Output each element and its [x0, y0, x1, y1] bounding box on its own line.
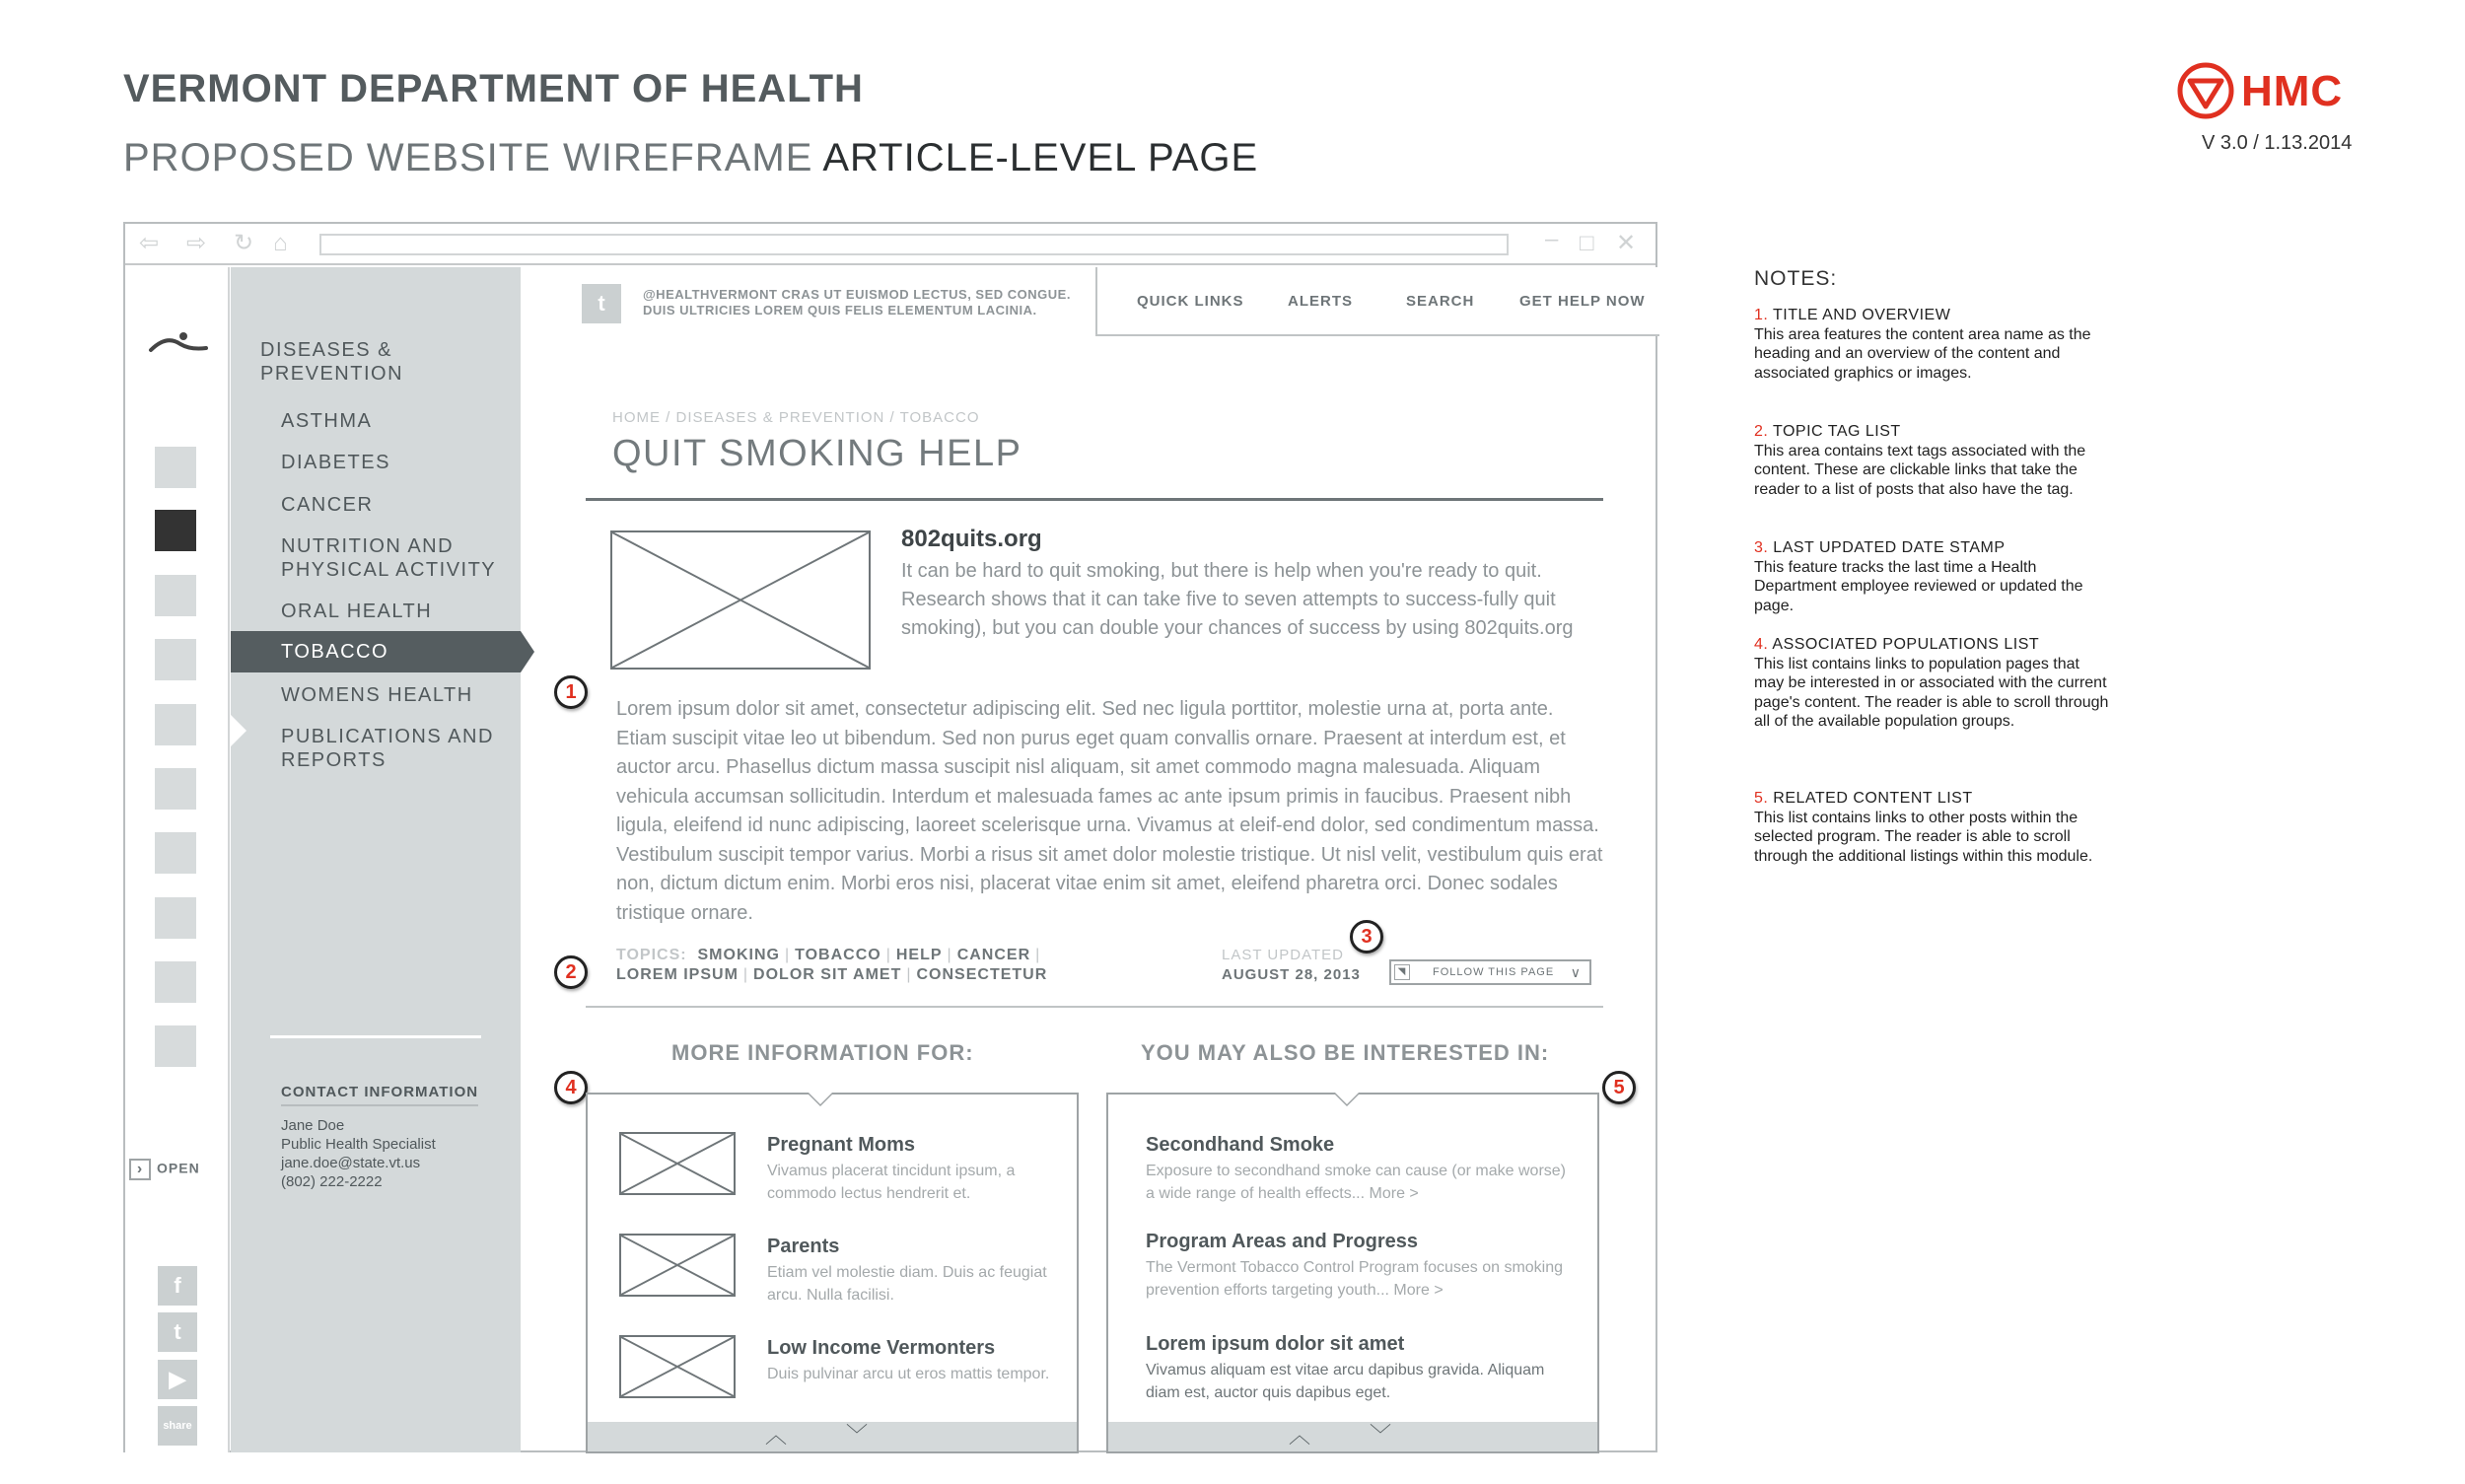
- rail-icon[interactable]: [155, 961, 196, 1003]
- population-desc: Etiam vel molestie diam. Duis ac feugiat arcu. Nulla facilisi.: [767, 1264, 1047, 1304]
- nav-item-publications[interactable]: PUBLICATIONS AND REPORTS: [281, 726, 494, 771]
- breadcrumb[interactable]: HOME / DISEASES & PREVENTION / TOBACCO: [612, 409, 980, 426]
- callout-badge-5: 5: [1602, 1071, 1636, 1104]
- rail-icon[interactable]: [155, 575, 196, 616]
- flag-icon: ◥: [1394, 964, 1410, 980]
- home-icon[interactable]: ⌂: [273, 230, 288, 256]
- browser-window: [123, 222, 1657, 1452]
- rail-icon[interactable]: [155, 832, 196, 874]
- callout-badge-3: 3: [1350, 920, 1383, 954]
- maximize-icon[interactable]: □: [1580, 230, 1594, 256]
- follow-page-label: FOLLOW THIS PAGE: [1433, 966, 1555, 978]
- population-image-placeholder: [619, 1132, 736, 1195]
- image-placeholder-icon: [621, 1337, 734, 1396]
- last-updated-date: AUGUST 28, 2013: [1222, 966, 1361, 983]
- related-content-list: [1106, 1093, 1599, 1453]
- topic-tag[interactable]: CONSECTETUR: [916, 966, 1048, 983]
- article-body: Lorem ipsum dolor sit amet, consectetur adipiscing elit. Sed nec ligula porttitor, molestie urna at, porta ante. Etiam suscipit vitae leo ut bibendum. Sed non purus eget quam convallis ornare. Praesent at interdum est, et auctor arcu. Phasellus dictum massa suscipit nisl aliquam, sit amet commodo magna malesuada. Aliquam vehicula accumsan sollicitudin. Interdum et malesuada fames ac ante ipsum primis in faucibus. Praesent nibh ligula, eleifend id nunc adipiscing, laoreet scelerisque urna. Vivamus at eleif-end dolor, sed condimentum massa. Vestibulum suscipit tempor varius. Morbi a risus sit amet dolor molestie tristique. Ut nisl velit, vestibulum quis erat non, dictum dictum enim. Morbi eros nisi, placerat vitae enim sit amet, eleifend pharetra orci. Donec sodales tristique ornare.: [616, 698, 1603, 924]
- scroll-up-icon[interactable]: ︿: [1289, 1423, 1311, 1448]
- scroll-down-icon[interactable]: ﹀: [846, 1423, 869, 1448]
- population-desc: Vivamus placerat tincidunt ipsum, a commodo lectus hendrerit et.: [767, 1163, 1016, 1202]
- icon-rail: [125, 267, 230, 1452]
- card-notch-inner: [1335, 1093, 1359, 1104]
- note-item: 1. TITLE AND OVERVIEW This area features the content area name as the heading and an overview of the content and associated graphics or images.: [1754, 307, 2091, 382]
- population-desc: Duis pulvinar arcu ut eros mattis tempor.: [767, 1366, 1050, 1382]
- utility-nav: [1095, 267, 1659, 336]
- topic-tag[interactable]: TOBACCO: [795, 947, 881, 963]
- title-divider: [586, 498, 1603, 501]
- page-title: QUIT SMOKING HELP: [612, 433, 1022, 474]
- get-help-now-link[interactable]: GET HELP NOW: [1519, 293, 1646, 310]
- callout-badge-1: 1: [554, 675, 588, 709]
- topic-tag[interactable]: LOREM IPSUM: [616, 966, 739, 983]
- image-placeholder-icon: [621, 1134, 734, 1193]
- notes-heading: NOTES:: [1754, 267, 1838, 290]
- browser-toolbar: [125, 224, 1655, 265]
- population-title[interactable]: Low Income Vermonters: [767, 1337, 996, 1359]
- section-divider: [586, 1006, 1603, 1008]
- close-icon[interactable]: ✕: [1616, 230, 1637, 256]
- note-item: 5. RELATED CONTENT LIST This list contains links to other posts within the selected program. The reader is able to scroll through the additional listings within this module.: [1754, 790, 2093, 865]
- population-image-placeholder: [619, 1335, 736, 1398]
- open-toggle[interactable]: › OPEN: [129, 1159, 208, 1184]
- document-subtitle: PROPOSED WEBSITE WIREFRAME ARTICLE-LEVEL PAGE: [123, 136, 1259, 179]
- rail-icon[interactable]: [155, 897, 196, 939]
- minimize-icon[interactable]: –: [1545, 226, 1559, 252]
- nav-item-oral-health[interactable]: ORAL HEALTH: [281, 601, 433, 622]
- contact-email[interactable]: jane.doe@state.vt.us: [281, 1155, 421, 1171]
- address-bar[interactable]: [319, 234, 1509, 255]
- image-placeholder-icon: [621, 1236, 734, 1295]
- chevron-right-icon: ›: [129, 1159, 151, 1180]
- image-placeholder-icon: [612, 532, 869, 668]
- overview-text: It can be hard to quit smoking, but there is help when you're ready to quit. Research shows that it can take five to seven attempts to success-fully quit smoking), but you can double your chances of success by using 802quits.org: [901, 560, 1574, 639]
- nav-divider: [270, 1035, 481, 1038]
- topic-tag[interactable]: CANCER: [956, 947, 1031, 963]
- twitter-feed-icon[interactable]: t: [582, 284, 621, 323]
- nav-item-diabetes[interactable]: DIABETES: [281, 452, 390, 473]
- nav-item-asthma[interactable]: ASTHMA: [281, 410, 373, 432]
- last-updated-label: LAST UPDATED: [1222, 947, 1344, 963]
- related-desc: Exposure to secondhand smoke can cause (or make worse) a wide range of health effects... More >: [1146, 1163, 1566, 1202]
- topics-label: TOPICS:: [616, 947, 687, 963]
- version-label: V 3.0 / 1.13.2014: [2202, 132, 2353, 154]
- quick-links-link[interactable]: QUICK LINKS: [1137, 293, 1244, 310]
- related-title[interactable]: Lorem ipsum dolor sit amet: [1146, 1333, 1405, 1355]
- nav-item-nutrition[interactable]: NUTRITION AND PHYSICAL ACTIVITY: [281, 535, 497, 581]
- related-heading: YOU MAY ALSO BE INTERESTED IN:: [1141, 1040, 1550, 1065]
- forward-icon[interactable]: ⇨: [186, 230, 207, 256]
- rail-icon[interactable]: [155, 768, 196, 810]
- note-item: 4. ASSOCIATED POPULATIONS LIST This list contains links to population pages that may be interested in or associated with the current page's content. The reader is able to scroll through all of the available population groups.: [1754, 636, 2109, 730]
- twitter-icon[interactable]: t: [158, 1312, 197, 1352]
- population-title[interactable]: Pregnant Moms: [767, 1134, 916, 1156]
- follow-page-dropdown[interactable]: [1389, 959, 1591, 985]
- topic-tag-list: TOPICS: SMOKING | TOBACCO | HELP | CANCER | LOREM IPSUM | DOLOR SIT AMET | CONSECTETUR: [616, 947, 1048, 983]
- contact-heading: CONTACT INFORMATION: [281, 1084, 478, 1106]
- callout-badge-4: 4: [554, 1071, 588, 1104]
- topic-tag[interactable]: DOLOR SIT AMET: [753, 966, 902, 983]
- back-icon[interactable]: ⇦: [139, 230, 160, 256]
- overview-title[interactable]: 802quits.org: [901, 526, 1042, 552]
- rail-icon[interactable]: [155, 1025, 196, 1067]
- hmc-logo-text: HMC: [2241, 67, 2344, 115]
- note-item: 3. LAST UPDATED DATE STAMP This feature tracks the last time a Health Department employee reviewed or updated the page.: [1754, 539, 2083, 614]
- note-item: 2. TOPIC TAG LIST This area contains text tags associated with the content. These are clickable links that take the reader to a list of posts that also have the tag.: [1754, 423, 2086, 498]
- document-title: VERMONT DEPARTMENT OF HEALTH: [123, 67, 864, 110]
- contact-name: Jane Doe: [281, 1117, 345, 1134]
- youtube-icon[interactable]: ▶: [158, 1360, 197, 1399]
- section-nav: [231, 267, 521, 1452]
- contact-phone: (802) 222-2222: [281, 1173, 383, 1190]
- related-desc: The Vermont Tobacco Control Program focuses on smoking prevention efforts targeting youth... More >: [1146, 1259, 1564, 1299]
- population-title[interactable]: Parents: [767, 1236, 840, 1257]
- twitter-feed-text[interactable]: @HEALTHVERMONT CRAS UT EUISMOD LECTUS, SED CONGUE. DUIS ULTRICIES LOREM QUIS FELIS ELEMENTUM LACINIA.: [643, 287, 1071, 318]
- population-image-placeholder: [619, 1234, 736, 1297]
- vt-health-logo-icon: [147, 328, 210, 358]
- contact-role: Public Health Specialist: [281, 1136, 436, 1153]
- related-desc: Vivamus aliquam est vitae arcu dapibus gravida. Aliquam diam est, auctor quis dapibus eget.: [1146, 1362, 1545, 1401]
- callout-badge-2: 2: [554, 955, 588, 989]
- section-nav-heading[interactable]: DISEASES & PREVENTION: [260, 339, 404, 385]
- populations-list: [586, 1093, 1079, 1453]
- more-info-heading: MORE INFORMATION FOR:: [671, 1040, 974, 1065]
- rail-icon-active[interactable]: [155, 510, 196, 551]
- chevron-down-icon: ∨: [1570, 964, 1582, 980]
- nav-selected-arrow: [521, 631, 534, 672]
- related-title[interactable]: Secondhand Smoke: [1146, 1134, 1335, 1156]
- share-icon[interactable]: share: [158, 1406, 197, 1446]
- scroll-down-icon[interactable]: ﹀: [1370, 1423, 1392, 1448]
- reload-icon[interactable]: ↻: [234, 230, 254, 256]
- nav-item-tobacco[interactable]: TOBACCO: [231, 631, 521, 672]
- rail-icon[interactable]: [155, 639, 196, 680]
- hmc-logo: [2176, 61, 2373, 120]
- list-scroll-controls: [1108, 1422, 1597, 1451]
- alerts-link[interactable]: ALERTS: [1288, 293, 1353, 310]
- rail-pointer: [231, 715, 246, 746]
- search-link[interactable]: SEARCH: [1406, 293, 1475, 310]
- facebook-icon[interactable]: f: [158, 1266, 197, 1306]
- related-title[interactable]: Program Areas and Progress: [1146, 1231, 1419, 1252]
- rail-icon[interactable]: [155, 704, 196, 745]
- overview-image-placeholder: [610, 530, 871, 670]
- topic-tag[interactable]: SMOKING: [697, 947, 780, 963]
- nav-item-womens-health[interactable]: WOMENS HEALTH: [281, 684, 473, 706]
- nav-item-cancer[interactable]: CANCER: [281, 494, 374, 516]
- list-scroll-controls: [588, 1422, 1077, 1451]
- rail-icon[interactable]: [155, 447, 196, 488]
- card-notch-inner: [809, 1093, 832, 1104]
- hmc-logo-icon: [2176, 61, 2235, 120]
- topic-tag[interactable]: HELP: [895, 947, 943, 963]
- scroll-up-icon[interactable]: ︿: [765, 1423, 788, 1448]
- last-updated-stamp: [1222, 946, 1361, 985]
